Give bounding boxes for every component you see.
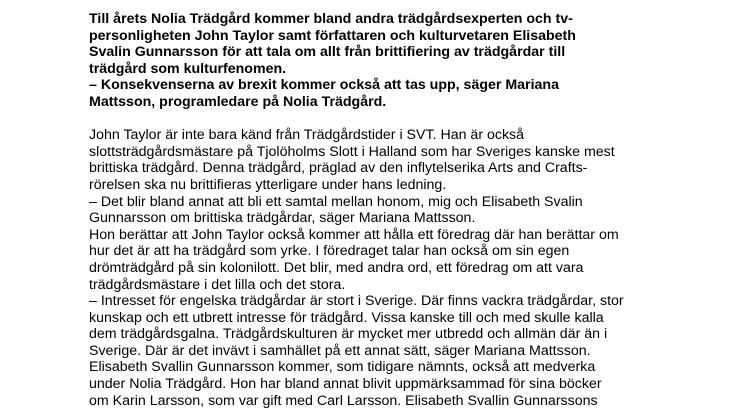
body-line: Gunnarsson om brittiska trädgårdar, säger Mariana Mattsson. bbox=[89, 210, 476, 227]
lead-paragraph bbox=[89, 11, 679, 111]
body-line: brittiska trädgård. Denna trädgård, präglad av den inflytelserika Arts and Crafts- bbox=[89, 160, 588, 177]
body-line: dem trädgårdsgalna. Trädgårdskulturen är mycket mer utbredd och allmän där än i bbox=[89, 326, 608, 343]
lead-line: Svalin Gunnarsson för att tala om allt från brittifiering av trädgårdar till bbox=[89, 44, 566, 61]
body-line: – Intresset för engelska trädgårdar är stort i Sverige. Där finns vackra trädgårdar, stor bbox=[89, 293, 624, 310]
body-line: Hon berättar att John Taylor också kommer att hålla ett föredrag där han berättar om bbox=[89, 226, 619, 243]
document-page bbox=[89, 11, 679, 409]
lead-line: Mattsson, programledare på Nolia Trädgård. bbox=[89, 93, 387, 110]
body-line: under Nolia Trädgård. Hon har bland annat blivit uppmärksammad för sina böcker bbox=[89, 376, 602, 393]
body-line: trädgårdsmästare i det lilla och det stora. bbox=[89, 276, 346, 293]
lead-line: – Konsekvenserna av brexit kommer också att tas upp, säger Mariana bbox=[89, 77, 559, 94]
lead-line: personligheten John Taylor samt författaren och kulturvetaren Elisabeth bbox=[89, 27, 576, 44]
body-line: John Taylor är inte bara känd från Trädgårdstider i SVT. Han är också bbox=[89, 127, 525, 144]
body-text bbox=[89, 127, 679, 409]
body-line: Sverige. Där är det invävt i samhället på ett annat sätt, säger Mariana Mattsson. bbox=[89, 342, 591, 359]
body-line: kunskap och ett utbrett intresse för trädgård. Vissa kanske till och med skulle kalla bbox=[89, 309, 604, 326]
body-line: om Karin Larsson, som var gift med Carl Larsson. Elisabeth Svallin Gunnarssons bbox=[89, 392, 598, 409]
lead-line: trädgård som kulturfenomen. bbox=[89, 60, 287, 77]
body-line: drömträdgård på sin kolonilott. Det blir, med andra ord, ett föredrag om att vara bbox=[89, 259, 584, 276]
body-line: slottsträdgårdsmästare på Tjolöholms Slott i Halland som har Sveriges kanske mest bbox=[89, 143, 615, 160]
lead-line: Till årets Nolia Trädgård kommer bland andra trädgårdsexperten och tv- bbox=[89, 11, 573, 27]
body-line: – Det blir bland annat att bli ett samtal mellan honom, mig och Elisabeth Svalin bbox=[89, 193, 583, 210]
body-line: hur det är att ha trädgård som yrke. I föredraget talar han också om sin egen bbox=[89, 243, 570, 260]
body-line: rörelsen ska nu brittifieras ytterligare under hans ledning. bbox=[89, 176, 447, 193]
body-line: Elisabeth Svallin Gunnarsson kommer, som tidigare nämnts, också att medverka bbox=[89, 359, 596, 376]
